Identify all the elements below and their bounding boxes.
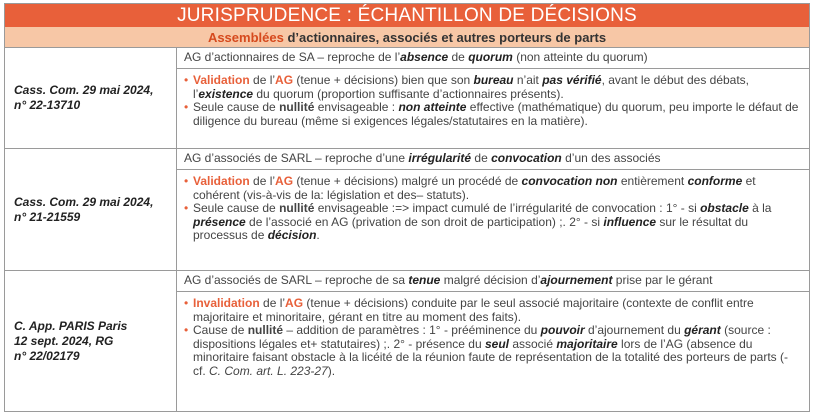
point-text bbox=[193, 74, 803, 101]
case-point bbox=[184, 324, 803, 378]
text-segment: de bbox=[448, 50, 469, 64]
text-segment: irrégularité bbox=[408, 151, 472, 165]
point-text bbox=[193, 202, 803, 243]
case-point bbox=[184, 74, 803, 101]
case-row-2 bbox=[5, 149, 809, 271]
bullet-icon: • bbox=[184, 323, 189, 338]
case-ref-line: 12 sept. 2024, RG bbox=[14, 333, 114, 348]
text-segment: AG d’actionnaires de SA – reproche de l’ bbox=[184, 50, 401, 64]
text-segment: de bbox=[471, 151, 492, 165]
text-segment: malgré décision d’ bbox=[440, 273, 541, 287]
case-reference bbox=[5, 271, 177, 411]
text-segment: pouvoir bbox=[540, 323, 585, 338]
text-segment: de l’ bbox=[249, 174, 276, 188]
text-segment: n’ait bbox=[513, 73, 543, 87]
case-ref-line: Cass. Com. 29 mai 2024, bbox=[14, 83, 154, 97]
table-title: JURISPRUDENCE : ÉCHANTILLON DE DÉCISIONS bbox=[5, 4, 809, 27]
text-segment: non atteinte bbox=[398, 100, 467, 115]
point-text bbox=[193, 297, 803, 324]
text-segment: AG d’associés de SARL – reproche d’une bbox=[184, 151, 409, 165]
case-ref-line: Cass. Com. 29 mai 2024, bbox=[14, 194, 154, 209]
case-points bbox=[177, 69, 809, 132]
text-segment: . bbox=[316, 228, 320, 243]
case-point bbox=[184, 297, 803, 324]
text-segment: , avant le début des débats, l’ bbox=[193, 73, 750, 101]
point-text bbox=[193, 175, 803, 202]
text-segment: convocation non bbox=[521, 174, 618, 188]
case-row-1 bbox=[5, 48, 809, 149]
text-segment: nullité bbox=[247, 323, 284, 338]
bullet-icon: • bbox=[184, 174, 189, 188]
case-point bbox=[184, 202, 803, 243]
text-segment: envisageable :=> impact cumulé de l’irrégularité de convocation : 1° - si bbox=[314, 201, 701, 216]
text-segment: présence bbox=[193, 214, 246, 229]
text-segment: ajournement bbox=[540, 273, 613, 287]
text-segment: obstacle bbox=[700, 201, 749, 216]
case-ref-line: n° 22-13710 bbox=[14, 98, 81, 112]
subtitle-rest: d’actionnaires, associés et autres porteurs de parts bbox=[283, 30, 607, 45]
case-ref-line: n° 22/02179 bbox=[14, 348, 80, 363]
bullet-icon: • bbox=[184, 201, 189, 216]
text-segment: conforme bbox=[687, 174, 743, 188]
text-segment: effective (mathématique) du quorum, peu importe le défaut de diligence du bureau (même si exigences légales/statutaires en la matière). bbox=[193, 100, 799, 128]
text-segment: Validation bbox=[193, 174, 250, 188]
text-segment: nullité bbox=[279, 201, 315, 216]
case-point bbox=[184, 175, 803, 202]
case-reference bbox=[5, 149, 177, 270]
text-segment: existence bbox=[198, 86, 254, 101]
text-segment: sur le résultat du processus de bbox=[193, 214, 749, 243]
bullet-icon: • bbox=[184, 296, 189, 310]
text-segment: (tenue + décisions) conduite par le seul associé majoritaire (contexte de conflit entre majoritaire et minoritaire, gérant en titre au moment des faits). bbox=[193, 296, 754, 324]
case-points bbox=[177, 292, 809, 383]
text-segment: lors de l’AG (absence du minoritaire faisant obstacle à la licéité de la réunion faute de représentation de la totalité des porteurs de parts (- cf. bbox=[193, 336, 789, 378]
case-points bbox=[177, 170, 809, 247]
text-segment: nullité bbox=[279, 100, 315, 115]
case-ref-line: n° 21-21559 bbox=[14, 209, 81, 224]
text-segment: – addition de paramètres : 1° - prééminence du bbox=[283, 323, 541, 338]
case-body bbox=[177, 48, 809, 148]
text-segment: de l’associé en AG (privation de son droit de participation) ;. 2° - si bbox=[245, 214, 604, 229]
text-segment: de l’ bbox=[249, 73, 276, 87]
text-segment: (tenue + décisions) bien que son bbox=[293, 73, 474, 87]
table-subtitle bbox=[5, 27, 809, 48]
text-segment: quorum bbox=[468, 50, 513, 64]
text-segment: ). bbox=[327, 363, 336, 378]
case-reference bbox=[5, 48, 177, 148]
text-segment: Cause de bbox=[193, 323, 248, 338]
text-segment: (source : dispositions légales et+ statutaires) ;. 2° - présence du bbox=[193, 323, 771, 351]
text-segment: (tenue + décisions) malgré un procédé de bbox=[293, 174, 522, 188]
bullet-icon: • bbox=[184, 73, 189, 87]
text-segment: prise par le gérant bbox=[612, 273, 713, 287]
point-text bbox=[193, 101, 803, 128]
case-summary bbox=[177, 48, 809, 69]
text-segment: associé bbox=[508, 336, 557, 351]
text-segment: à la bbox=[748, 201, 772, 216]
text-segment: Seule cause de bbox=[193, 100, 280, 115]
text-segment: AG bbox=[275, 174, 294, 188]
text-segment: AG bbox=[275, 73, 294, 87]
text-segment: Seule cause de bbox=[193, 201, 280, 216]
case-body bbox=[177, 271, 809, 411]
case-ref-line: C. App. PARIS Paris bbox=[14, 318, 128, 333]
jurisprudence-table bbox=[4, 3, 810, 412]
text-segment: absence bbox=[400, 50, 449, 64]
case-point bbox=[184, 101, 803, 128]
text-segment: gérant bbox=[684, 323, 721, 338]
point-text bbox=[193, 324, 803, 378]
text-segment: convocation bbox=[491, 151, 562, 165]
text-segment: AG d’associés de SARL – reproche de sa bbox=[184, 273, 409, 287]
text-segment: pas vérifié bbox=[542, 73, 602, 87]
text-segment: du quorum (proportion suffisante d’actionnaires présents). bbox=[253, 86, 564, 101]
text-segment: influence bbox=[603, 214, 657, 229]
text-segment: bureau bbox=[473, 73, 514, 87]
text-segment: et cohérent (vis-à-vis de la: législation et des– statuts). bbox=[193, 174, 756, 202]
text-segment: de l’ bbox=[259, 296, 286, 310]
text-segment: tenue bbox=[408, 273, 441, 287]
text-segment: d’ajournement du bbox=[584, 323, 685, 338]
text-segment: Validation bbox=[193, 73, 250, 87]
bullet-icon: • bbox=[184, 100, 189, 115]
text-segment: seul bbox=[484, 336, 509, 351]
case-row-3 bbox=[5, 271, 809, 411]
case-body bbox=[177, 149, 809, 270]
text-segment: (non atteinte du quorum) bbox=[512, 50, 648, 64]
text-segment: décision bbox=[267, 228, 317, 243]
text-segment: AG bbox=[285, 296, 304, 310]
text-segment: envisageable : bbox=[314, 100, 399, 115]
text-segment: majoritaire bbox=[556, 336, 618, 351]
subtitle-accent: Assemblées bbox=[207, 30, 284, 45]
text-segment: d’un des associés bbox=[561, 151, 661, 165]
text-segment: C. Com. art. L. 223-27 bbox=[209, 363, 328, 378]
case-summary bbox=[177, 271, 809, 292]
text-segment: Invalidation bbox=[193, 296, 260, 310]
text-segment: entièrement bbox=[617, 174, 688, 188]
case-summary bbox=[177, 149, 809, 170]
